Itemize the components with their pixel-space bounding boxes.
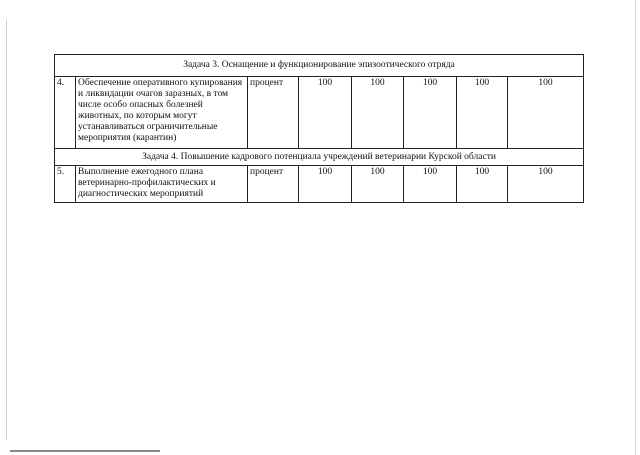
row-value: 100 <box>404 166 457 203</box>
indicators-table <box>54 54 584 203</box>
row-description: Выполнение ежегодного плана ветеринарно-профилактических и диагностических мероприятий <box>76 166 248 203</box>
row-value: 100 <box>299 166 352 203</box>
row-description: Обеспечение оперативного купирования и ликвидации очагов заразных, в том числе особо опасных болезней животных, по которым могут устанавливаться ограничительные мероприятия (карантин) <box>76 77 248 149</box>
row-unit: процент <box>248 77 299 149</box>
row-value: 100 <box>352 77 404 149</box>
row-value: 100 <box>404 77 457 149</box>
row-value: 100 <box>352 166 404 203</box>
row-value: 100 <box>457 77 508 149</box>
section-row-task4 <box>55 149 584 166</box>
row-value: 100 <box>508 166 584 203</box>
section-title-task4: Задача 4. Повышение кадрового потенциала учреждений ветеринарии Курской области <box>55 149 584 166</box>
row-number: 5. <box>55 166 76 203</box>
scan-edge-right <box>635 0 636 455</box>
section-title-task3: Задача 3. Оснащение и функционирование эпизоотического отряда <box>55 55 584 77</box>
row-value: 100 <box>457 166 508 203</box>
scan-edge-bottom <box>10 450 160 452</box>
table-row <box>55 77 584 149</box>
scan-edge-left <box>6 20 7 440</box>
row-unit: процент <box>248 166 299 203</box>
row-value: 100 <box>299 77 352 149</box>
row-value: 100 <box>508 77 584 149</box>
row-number: 4. <box>55 77 76 149</box>
section-row-task3 <box>55 55 584 77</box>
table-row <box>55 166 584 203</box>
